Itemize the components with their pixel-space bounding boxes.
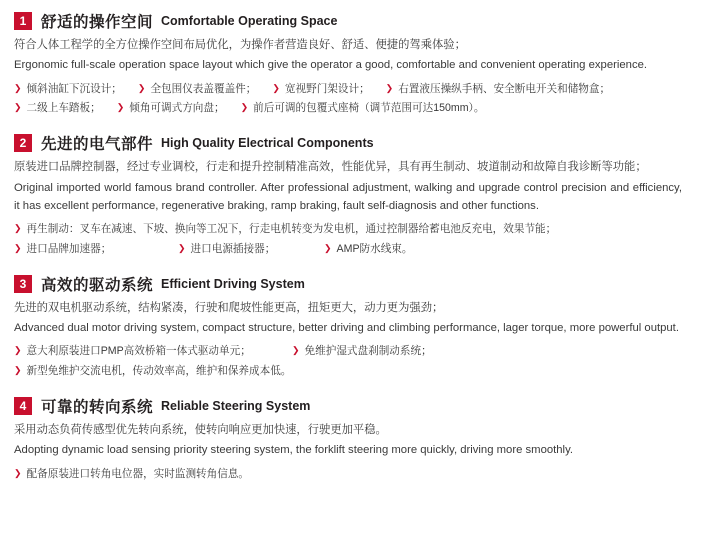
list-item — [14, 467, 672, 482]
section-header — [14, 273, 688, 295]
chevron-right-icon: ❯ — [14, 345, 22, 356]
chevron-right-icon: ❯ — [116, 102, 125, 113]
section-bullet-list — [14, 82, 688, 117]
list-item-label: 宽视野门架设计； — [284, 82, 370, 95]
list-item — [386, 82, 610, 97]
section-spacer — [0, 379, 702, 395]
section-header — [14, 132, 688, 154]
section-paragraph-en: Ergonomic full-scale operation space layout which give the operator a good, comfortable and convenient operating experience. — [14, 59, 648, 72]
section-title-en: Comfortable Operating Space — [161, 14, 338, 28]
list-item — [138, 82, 256, 97]
chevron-right-icon: ❯ — [14, 102, 22, 113]
chevron-right-icon: ❯ — [324, 242, 332, 253]
chevron-right-icon: ❯ — [14, 82, 22, 93]
section-comfortable-operating-space — [0, 0, 702, 116]
chevron-right-icon: ❯ — [178, 242, 186, 253]
section-title-cn: 舒适的操作空间 — [41, 14, 154, 31]
list-item-label: 再生制动：叉车在减速、下坡、换向等工况下，行走电机转变为发电机，通过控制器给蓄电池反充电，效果节能； — [26, 223, 557, 236]
section-title-cn: 先进的电气部件 — [41, 136, 154, 154]
list-item-label: AMP防水线束。 — [336, 242, 413, 255]
list-item-label: 进口品牌加速器； — [26, 242, 112, 255]
section-title-en: Efficient Driving System — [161, 276, 305, 291]
section-number-badge: 4 — [14, 397, 32, 415]
list-item-label: 进口电源插接器； — [190, 242, 276, 255]
list-item — [272, 82, 369, 97]
list-item-label: 意大利原装进口PMP高效桥箱一体式驱动单元； — [26, 345, 251, 358]
list-item — [14, 344, 276, 359]
list-item — [14, 101, 101, 116]
list-item-label: 前后可调的包覆式座椅（调节范围可达150mm）。 — [253, 102, 485, 115]
list-item — [178, 242, 308, 257]
section-reliable-steering-system — [0, 395, 702, 481]
section-bullet-list — [14, 222, 688, 257]
chevron-right-icon: ❯ — [272, 82, 280, 93]
section-number-badge: 1 — [14, 12, 32, 30]
section-paragraph-en: Advanced dual motor driving system, compact structure, better driving and climbing performance, lager torque, more powerful output. — [14, 322, 679, 335]
section-title-cn: 可靠的转向系统 — [41, 399, 154, 417]
chevron-right-icon: ❯ — [240, 102, 249, 113]
section-efficient-driving-system — [0, 273, 702, 379]
section-paragraph-en: Adopting dynamic load sensing priority steering system, the forklift steering more quickly, driving more smoothly. — [14, 444, 574, 457]
list-item-label: 配备原装进口转角电位器，实时监测转角信息。 — [26, 467, 250, 480]
list-item-label: 二级上车踏板； — [26, 102, 101, 115]
section-spacer — [0, 116, 702, 132]
list-item-label: 倾角可调式方向盘； — [129, 102, 225, 115]
section-paragraph-en: Original imported world famous brand controller. After professional adjustment, walking and upgrade control precision and efficiency, it has excellent performance, regenerative braking, ramp braking, fault self-diagnosis and other functions. — [14, 181, 682, 212]
section-spacer — [0, 257, 702, 273]
chevron-right-icon: ❯ — [385, 82, 394, 93]
list-item — [14, 364, 672, 379]
list-item-label: 倾斜油缸下沉设计； — [26, 82, 122, 95]
chevron-right-icon: ❯ — [14, 365, 22, 376]
section-title-cn: 高效的驱动系统 — [41, 276, 154, 294]
section-paragraph-cn: 先进的双电机驱动系统，结构紧凑，行驶和爬坡性能更高，扭矩更大，动力更为强劲； — [14, 301, 444, 314]
section-paragraph-cn: 符合人体工程学的全方位操作空间布局优化，为操作者营造良好、舒适、便捷的驾乘体验； — [14, 39, 466, 51]
section-title-en: Reliable Steering System — [161, 399, 311, 414]
section-header — [14, 10, 688, 32]
list-item — [241, 101, 485, 116]
section-bullet-list — [14, 467, 688, 482]
list-item-label: 新型免维护交流电机，传动效率高，维护和保养成本低。 — [26, 365, 292, 378]
list-item — [292, 344, 432, 359]
section-title-en: High Quality Electrical Components — [161, 136, 374, 151]
list-item-label: 全包围仪表盖覆盖件； — [150, 82, 257, 95]
list-item — [117, 101, 225, 116]
section-number-badge: 2 — [14, 134, 32, 152]
section-paragraph-cn: 原装进口品牌控制器，经过专业调校，行走和提升控制精准高效，性能优异，具有再生制动、坡道制动和故障自我诊断等功能； — [14, 161, 647, 174]
list-item-label: 右置液压操纵手柄、安全断电开关和储物盒； — [398, 82, 611, 95]
list-item — [324, 242, 412, 257]
chevron-right-icon: ❯ — [14, 223, 22, 234]
chevron-right-icon: ❯ — [14, 467, 22, 478]
section-header — [14, 395, 688, 417]
section-high-quality-electrical-components — [0, 132, 702, 257]
chevron-right-icon: ❯ — [137, 82, 146, 93]
list-item-label: 免维护湿式盘刹制动系统； — [304, 345, 432, 358]
chevron-right-icon: ❯ — [292, 345, 300, 356]
section-number-badge: 3 — [14, 275, 32, 293]
list-item — [14, 82, 122, 97]
list-item — [14, 222, 672, 237]
section-paragraph-cn: 采用动态负荷传感型优先转向系统，使转向响应更加快速，行驶更加平稳。 — [14, 424, 387, 437]
section-bullet-list — [14, 344, 688, 379]
chevron-right-icon: ❯ — [14, 242, 22, 253]
list-item — [14, 242, 162, 257]
